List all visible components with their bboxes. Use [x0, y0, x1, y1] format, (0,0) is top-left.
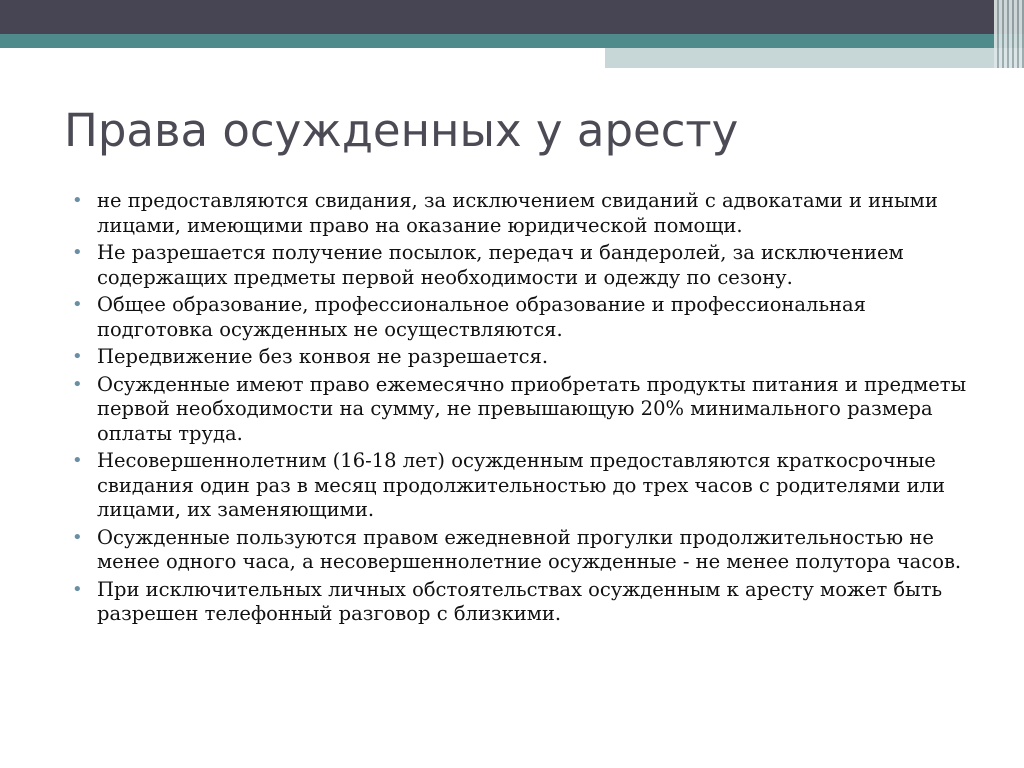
bullet-icon: •: [72, 450, 83, 471]
bullet-list: [72, 189, 972, 630]
bullet-item: [72, 189, 972, 238]
bullet-item: [72, 526, 972, 575]
bullet-icon: •: [72, 578, 83, 600]
bullet-icon: •: [72, 526, 83, 548]
header-stripes-decoration: [994, 0, 1024, 68]
header-teal-band: [0, 34, 1024, 48]
bullet-icon: •: [72, 294, 83, 315]
bullet-text: Осужденные пользуются правом ежедневной прогулки продолжительностью не менее одного часа, а несовершеннолетние осужденные - не менее полутора часов.: [97, 525, 962, 573]
bullet-item: [72, 449, 972, 523]
bullet-text: При исключительных личных обстоятельствах осужденным к аресту может быть разрешен телефонный разговор с близкими.: [97, 577, 943, 625]
bullet-text: не предоставляются свидания, за исключением свиданий с адвокатами и иными лицами, имеющими право на оказание юридической помощи.: [97, 189, 938, 237]
bullet-item: [72, 241, 972, 290]
bullet-text: Передвижение без конвоя не разрешается.: [97, 345, 549, 368]
bullet-item: [72, 373, 972, 447]
bullet-text: Осужденные имеют право ежемесячно приобретать продукты питания и предметы первой необходимости на сумму, не превышающую 20% минимального размера оплаты труда.: [97, 372, 967, 445]
bullet-text: Несовершеннолетним (16-18 лет) осужденным предоставляются краткосрочные свидания один раз в месяц продолжительностью до трех часов с родителями или лицами, их заменяющими.: [97, 449, 946, 521]
bullet-icon: •: [72, 190, 83, 211]
header-dark-band: [0, 0, 1024, 34]
bullet-item: [72, 345, 972, 370]
bullet-item: [72, 578, 972, 627]
bullet-text: Общее образование, профессиональное образование и профессиональная подготовка осужденных не осуществляются.: [97, 293, 866, 341]
header-light-band: [605, 48, 1024, 68]
bullet-icon: •: [72, 346, 83, 367]
bullet-icon: •: [72, 242, 83, 263]
bullet-icon: •: [72, 373, 83, 395]
bullet-item: [72, 293, 972, 342]
bullet-text: Не разрешается получение посылок, передач и бандеролей, за исключением содержащих предметы первой необходимости и одежду по сезону.: [97, 241, 904, 289]
slide-title: Права осужденных у аресту: [64, 104, 739, 157]
